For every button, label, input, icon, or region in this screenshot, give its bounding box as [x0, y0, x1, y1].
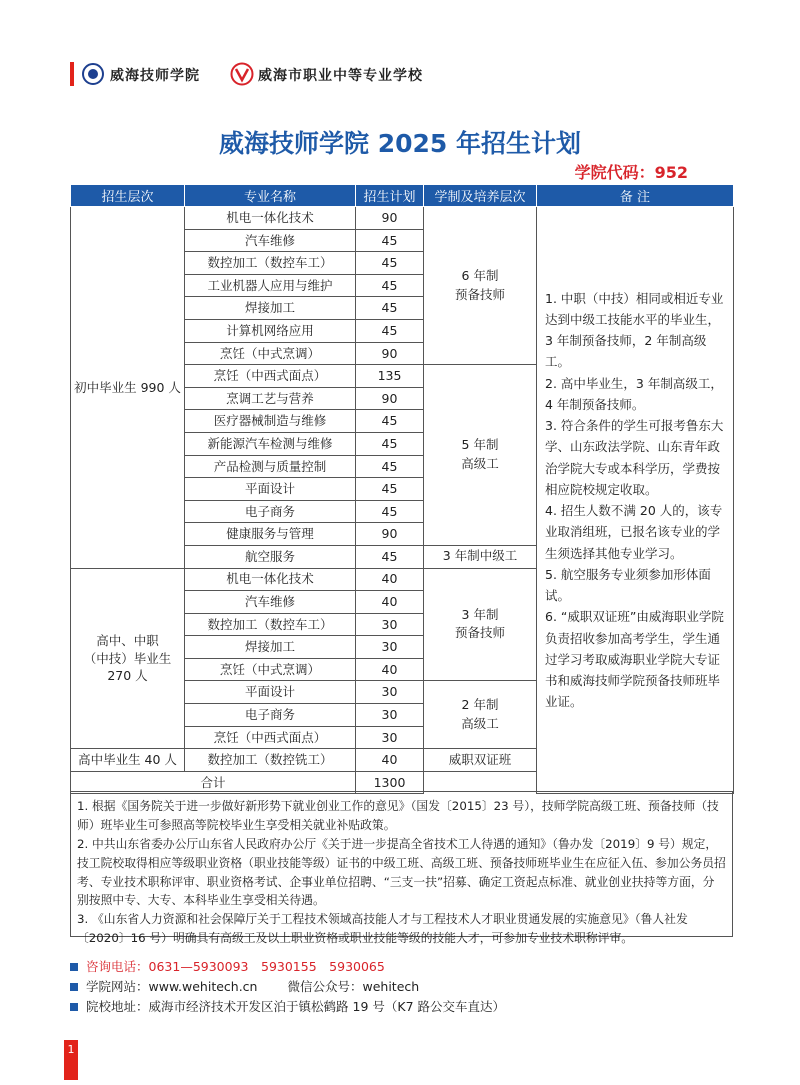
- system-cell: 2 年制 高级工: [424, 681, 537, 749]
- major-cell: 医疗器械制造与维修: [185, 410, 356, 433]
- contact-info: [70, 957, 730, 1017]
- address-text: 威海市经济技术开发区泊于镇松鹤路 19 号（K7 路公交车直达）: [148, 999, 505, 1014]
- plan-cell: 45: [356, 274, 424, 297]
- major-cell: 烹饪（中式烹调）: [185, 658, 356, 681]
- major-cell: 电子商务: [185, 704, 356, 727]
- plan-cell: 135: [356, 365, 424, 388]
- major-cell: 航空服务: [185, 545, 356, 568]
- major-cell: 数控加工（数控铣工）: [185, 749, 356, 772]
- plan-cell: 45: [356, 297, 424, 320]
- vocational-school-logo-icon: [230, 62, 254, 86]
- page-header: [70, 62, 730, 88]
- table-row: [71, 207, 734, 230]
- major-cell: 烹饪（中西式面点）: [185, 726, 356, 749]
- plan-cell: 30: [356, 636, 424, 659]
- bullet-square-icon: [70, 983, 78, 991]
- plan-cell: 45: [356, 478, 424, 501]
- header-system: 学制及培养层次: [424, 185, 537, 207]
- system-cell: 5 年制 高级工: [424, 365, 537, 546]
- notes-cell: 1. 中职（中技）相同或相近专业达到中级工技能水平的毕业生，3 年制预备技师，2 年制高级工。 2. 高中毕业生，3 年制高级工，4 年制预备技师。 3. 符合条件的学生可报考鲁东大学、山东政法学院、山东青年政治学院大专或本科学历，学费按相应院校规定收取。 4. 招生人数不满 20 人的，该专业取消组班，已报名该专业的学生须选择其他专业学习。 5. 航空服务专业须参加形体面试。 6. “威职双证班”由威海职业学院负责招收参加高考学生，学生通过学习考取威海职业学院大专证书和威海技师学院预备技师班毕业证。: [537, 207, 734, 794]
- system-cell: 威职双证班: [424, 749, 537, 772]
- major-cell: 机电一体化技术: [185, 207, 356, 230]
- total-value: 1300: [356, 771, 424, 794]
- major-cell: 烹饪（中西式面点）: [185, 365, 356, 388]
- phone-numbers: 0631—5930093 5930155 5930065: [148, 959, 385, 974]
- wechat-id: wehitech: [362, 979, 420, 994]
- plan-cell: 45: [356, 252, 424, 275]
- major-cell: 健康服务与管理: [185, 523, 356, 546]
- major-cell: 烹调工艺与营养: [185, 387, 356, 410]
- plan-cell: 30: [356, 681, 424, 704]
- college-emblem-icon: [82, 63, 104, 85]
- plan-cell: 45: [356, 410, 424, 433]
- major-cell: 产品检测与质量控制: [185, 455, 356, 478]
- system-cell: 6 年制 预备技师: [424, 207, 537, 365]
- phone-label: 咨询电话：: [86, 959, 149, 974]
- plan-cell: 45: [356, 455, 424, 478]
- plan-cell: 90: [356, 523, 424, 546]
- major-cell: 电子商务: [185, 500, 356, 523]
- system-cell: 3 年制中级工: [424, 545, 537, 568]
- system-cell: 3 年制 预备技师: [424, 568, 537, 681]
- plan-cell: 40: [356, 658, 424, 681]
- plan-cell: 90: [356, 207, 424, 230]
- major-cell: 烹饪（中式烹调）: [185, 342, 356, 365]
- plan-cell: 40: [356, 568, 424, 591]
- college-name: 威海技师学院: [110, 68, 200, 84]
- plan-cell: 30: [356, 704, 424, 727]
- major-cell: 新能源汽车检测与维修: [185, 432, 356, 455]
- plan-cell: 45: [356, 500, 424, 523]
- total-label: 合计: [71, 771, 356, 794]
- major-cell: 汽车维修: [185, 229, 356, 252]
- page-title: 威海技师学院 2025 年招生计划: [219, 129, 581, 158]
- header-major: 专业名称: [185, 185, 356, 207]
- header-notes: 备 注: [537, 185, 734, 207]
- plan-cell: 45: [356, 229, 424, 252]
- header-level: 招生层次: [71, 185, 185, 207]
- website-link[interactable]: www.wehitech.cn: [148, 979, 258, 994]
- plan-cell: 45: [356, 432, 424, 455]
- plan-cell: 45: [356, 545, 424, 568]
- footnote: 2. 中共山东省委办公厅山东省人民政府办公厅《关于进一步提高全省技术工人待遇的通知》（鲁办发〔2019〕9 号）规定，技工院校取得相应等级职业资格（职业技能等级）证书的中级工班、高级工班、预备技师班毕业生在应征入伍、参加公务员招考、专业技术职称评审、职业资格考试、企事业单位招聘、“三支一扶”招募、确定工资起点标准、就业创业扶持等方面，分别按照中专、大专、本科毕业生享受相关待遇。: [77, 836, 726, 908]
- major-cell: 工业机器人应用与维护: [185, 274, 356, 297]
- bullet-square-icon: [70, 1003, 78, 1011]
- website-row: [70, 977, 730, 997]
- vocational-school-name: 威海市职业中等专业学校: [258, 68, 423, 84]
- policy-footnotes: [70, 791, 733, 946]
- red-accent-bar: [70, 62, 74, 86]
- bullet-square-icon: [70, 963, 78, 971]
- phone-row: [70, 957, 730, 977]
- table-header-row: [71, 185, 734, 207]
- level-cell: 高中、中职 （中技）毕业生 270 人: [71, 568, 185, 749]
- footnote: 1. 根据《国务院关于进一步做好新形势下就业创业工作的意见》（国发〔2015〕23 号），技师学院高级工班、预备技师（技师）班毕业生可参照高等院校毕业生享受相关就业补贴政策。: [77, 799, 719, 832]
- plan-cell: 40: [356, 591, 424, 614]
- major-cell: 焊接加工: [185, 297, 356, 320]
- website-label: 学院网站：: [86, 979, 149, 994]
- enrollment-plan-table: [70, 184, 734, 794]
- college-code: 学院代码：952: [574, 163, 688, 182]
- major-cell: 汽车维修: [185, 591, 356, 614]
- header-plan: 招生计划: [356, 185, 424, 207]
- major-cell: 焊接加工: [185, 636, 356, 659]
- level-cell: 初中毕业生 990 人: [71, 207, 185, 569]
- major-cell: 计算机网络应用: [185, 319, 356, 342]
- major-cell: 机电一体化技术: [185, 568, 356, 591]
- major-cell: 平面设计: [185, 681, 356, 704]
- plan-cell: 90: [356, 387, 424, 410]
- address-row: [70, 997, 730, 1017]
- major-cell: 数控加工（数控车工）: [185, 252, 356, 275]
- major-cell: 平面设计: [185, 478, 356, 501]
- plan-cell: 90: [356, 342, 424, 365]
- level-cell: 高中毕业生 40 人: [71, 749, 185, 772]
- plan-cell: 45: [356, 319, 424, 342]
- address-label: 院校地址：: [86, 999, 149, 1014]
- major-cell: 数控加工（数控车工）: [185, 613, 356, 636]
- footnote: 3. 《山东省人力资源和社会保障厅关于工程技术领域高技能人才与工程技术人才职业贯通发展的实施意见》（鲁人社发〔2020〕16 号）明确具有高级工及以上职业资格或职业技能等级的技能人才，可参加专业技术职称评审。: [77, 912, 688, 946]
- plan-cell: 30: [356, 726, 424, 749]
- plan-cell: 30: [356, 613, 424, 636]
- page-number: 1: [64, 1040, 78, 1080]
- plan-cell: 40: [356, 749, 424, 772]
- wechat-label: 微信公众号：: [287, 979, 363, 994]
